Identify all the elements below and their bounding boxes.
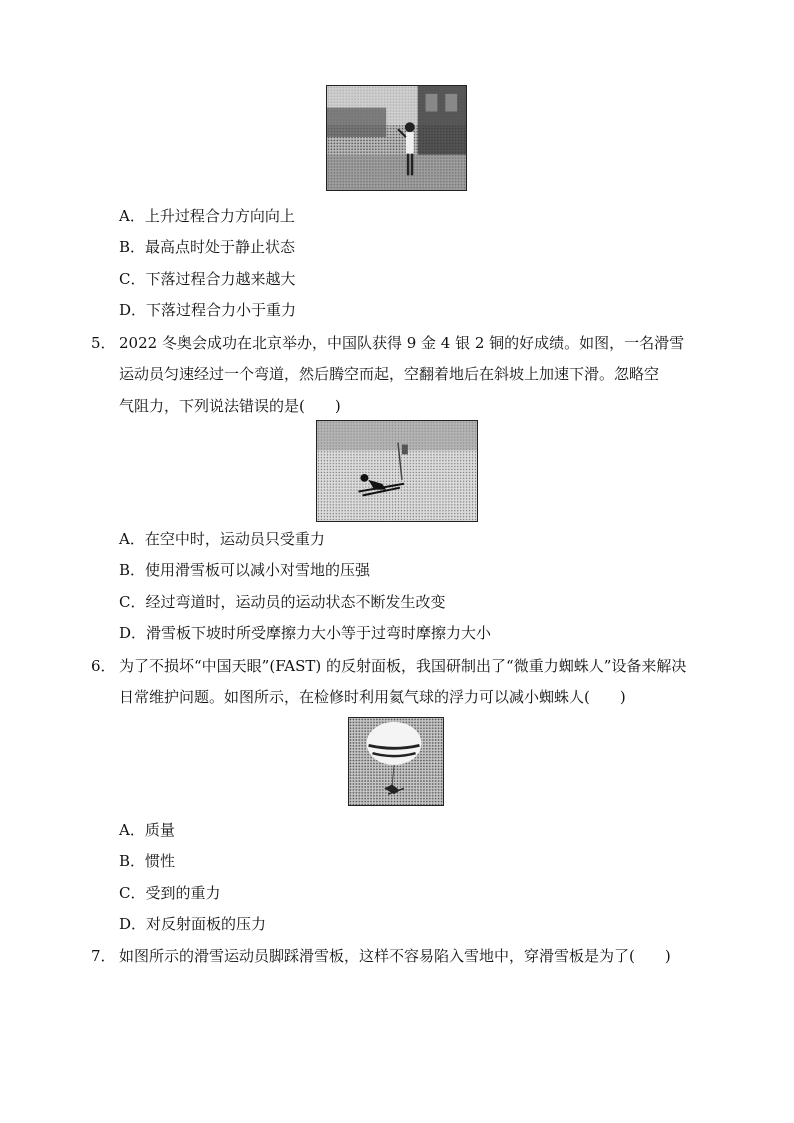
q5-photo xyxy=(316,420,478,522)
q5-stem-line-1: 2022 冬奥会成功在北京举办，中国队获得 9 金 4 银 2 铜的好成绩。如图，一名滑雪 xyxy=(119,334,685,352)
q6-photo xyxy=(348,717,444,806)
q6-option-a: A．质量 xyxy=(119,821,175,839)
photo-helium-balloon-icon xyxy=(349,718,443,805)
q6-option-b: B．惯性 xyxy=(119,852,176,870)
q4-option-b: B．最高点时处于静止状态 xyxy=(119,238,296,256)
q6-option-d: D．对反射面板的压力 xyxy=(119,915,267,933)
q5-option-c: C．经过弯道时，运动员的运动状态不断发生改变 xyxy=(119,593,446,611)
photo-skier-icon xyxy=(317,421,477,521)
q5-number: 5． xyxy=(91,334,116,352)
q6-option-c: C．受到的重力 xyxy=(119,884,221,902)
q5-option-d: D．滑雪板下坡时所受摩擦力大小等于过弯时摩擦力大小 xyxy=(119,624,492,642)
q5-option-b: B．使用滑雪板可以减小对雪地的压强 xyxy=(119,561,371,579)
q6-stem-line-2: 日常维护问题。如图所示，在检修时利用氦气球的浮力可以减小蜘蛛人( ) xyxy=(119,688,626,706)
q5-stem-line-3: 气阻力，下列说法错误的是( ) xyxy=(119,397,341,415)
q4-option-a: A．上升过程合力方向向上 xyxy=(119,207,295,225)
q6-stem-line-1: 为了不损坏“中国天眼”(FAST) 的反射面板，我国研制出了“微重力蜘蛛人”设备来解决 xyxy=(119,657,687,675)
q7-stem-line-1: 如图所示的滑雪运动员脚踩滑雪板，这样不容易陷入雪地中，穿滑雪板是为了( ) xyxy=(119,947,671,965)
photo-girl-outdoors-icon xyxy=(327,86,466,190)
q5-stem-line-2: 运动员匀速经过一个弯道，然后腾空而起，空翻着地后在斜坡上加速下滑。忽略空 xyxy=(119,365,660,383)
q4-option-c: C．下落过程合力越来越大 xyxy=(119,270,296,288)
q4-photo xyxy=(326,85,467,191)
q7-number: 7． xyxy=(91,947,116,965)
q4-option-d: D．下落过程合力小于重力 xyxy=(119,301,297,319)
q5-option-a: A．在空中时，运动员只受重力 xyxy=(119,530,325,548)
q6-number: 6． xyxy=(91,657,116,675)
